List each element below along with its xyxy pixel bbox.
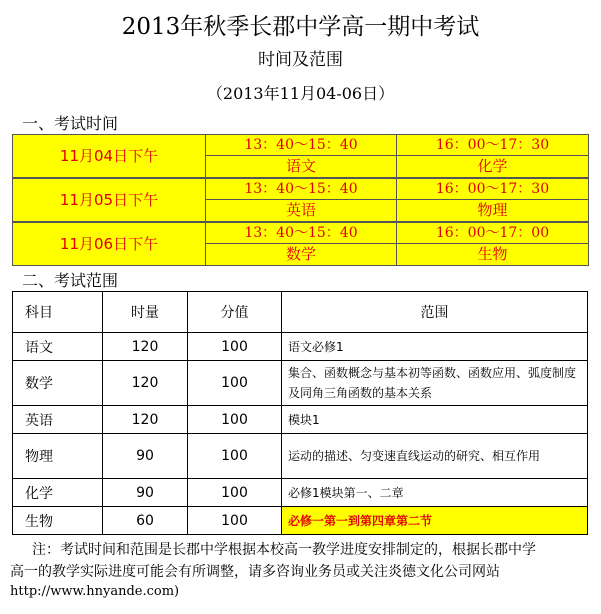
row-range: 必修1模块第一、二章 xyxy=(282,479,588,507)
section-exam-scope: 二、考试范围 xyxy=(22,271,119,290)
date-range: （2013年11月04-06日） xyxy=(206,84,395,103)
schedule-day: 11月06日下午 xyxy=(13,223,206,265)
row-subject: 数学 xyxy=(13,361,103,406)
row-duration: 60 xyxy=(103,507,188,535)
header-duration: 时量 xyxy=(103,292,188,333)
schedule-slot xyxy=(206,223,397,265)
row-subject: 生物 xyxy=(13,507,103,535)
slot-time: 16：00～17：00 xyxy=(397,223,588,244)
row-range-highlighted: 必修一第一到第四章第二节 xyxy=(282,507,588,535)
schedule-day: 11月04日下午 xyxy=(13,135,206,177)
row-duration: 90 xyxy=(103,434,188,479)
schedule-slot xyxy=(206,135,397,177)
slot-time: 16：00～17：30 xyxy=(397,179,588,200)
schedule-day: 11月05日下午 xyxy=(13,179,206,221)
row-score: 100 xyxy=(188,406,282,434)
row-subject: 语文 xyxy=(13,333,103,361)
note-line-2: 高一的教学实际进度可能会有所调整，请多咨询业务员或关注炎德文化公司网站 xyxy=(10,564,500,580)
slot-subject: 英语 xyxy=(285,201,316,219)
slot-subject: 语文 xyxy=(285,157,316,175)
table-row xyxy=(13,434,588,479)
row-range: 语文必修1 xyxy=(282,333,588,361)
slot-time: 13：40～15：40 xyxy=(206,179,396,200)
table-row xyxy=(13,333,588,361)
row-score: 100 xyxy=(188,507,282,535)
row-score: 100 xyxy=(188,333,282,361)
slot-subject: 生物 xyxy=(477,245,508,263)
slot-subject: 化学 xyxy=(477,157,508,175)
row-duration: 120 xyxy=(103,333,188,361)
schedule-slot xyxy=(397,135,588,177)
table-row xyxy=(13,406,588,434)
page-title: 2013年秋季长郡中学高一期中考试 xyxy=(121,14,480,40)
row-duration: 120 xyxy=(103,361,188,406)
header-range: 范围 xyxy=(282,292,588,333)
schedule-slot xyxy=(206,179,397,221)
slot-time: 13：40～15：40 xyxy=(206,135,396,156)
slot-time: 16：00～17：30 xyxy=(397,135,588,156)
table-row xyxy=(13,479,588,507)
table-header-row xyxy=(13,292,588,333)
schedule-slot xyxy=(397,223,588,265)
row-score: 100 xyxy=(188,434,282,479)
row-range: 集合、函数概念与基本初等函数、函数应用、弧度制度及同角三角函数的基本关系 xyxy=(282,361,588,406)
row-duration: 120 xyxy=(103,406,188,434)
row-range: 模块1 xyxy=(282,406,588,434)
table-row xyxy=(13,507,588,535)
table-row xyxy=(13,361,588,406)
schedule-block xyxy=(12,222,589,266)
slot-time: 13：40～15：40 xyxy=(206,223,396,244)
schedule-block xyxy=(12,178,589,222)
schedule-slot xyxy=(397,179,588,221)
schedule-block xyxy=(12,134,589,178)
note-line-1: 注：考试时间和范围是长郡中学根据本校高一教学进度安排制定的，根据长郡中学 xyxy=(32,542,536,558)
header-subject: 科目 xyxy=(13,292,103,333)
scope-table xyxy=(12,291,588,535)
row-score: 100 xyxy=(188,361,282,406)
row-duration: 90 xyxy=(103,479,188,507)
header-score: 分值 xyxy=(188,292,282,333)
row-score: 100 xyxy=(188,479,282,507)
row-subject: 英语 xyxy=(13,406,103,434)
note-website-link[interactable]: http://www.hnyande.com) xyxy=(10,584,180,599)
slot-subject: 物理 xyxy=(477,201,508,219)
page-subtitle: 时间及范围 xyxy=(258,50,343,70)
row-subject: 化学 xyxy=(13,479,103,507)
row-subject: 物理 xyxy=(13,434,103,479)
row-range: 运动的描述、匀变速直线运动的研究、相互作用 xyxy=(282,434,588,479)
section-exam-time: 一、考试时间 xyxy=(22,114,119,133)
slot-subject: 数学 xyxy=(285,245,316,263)
